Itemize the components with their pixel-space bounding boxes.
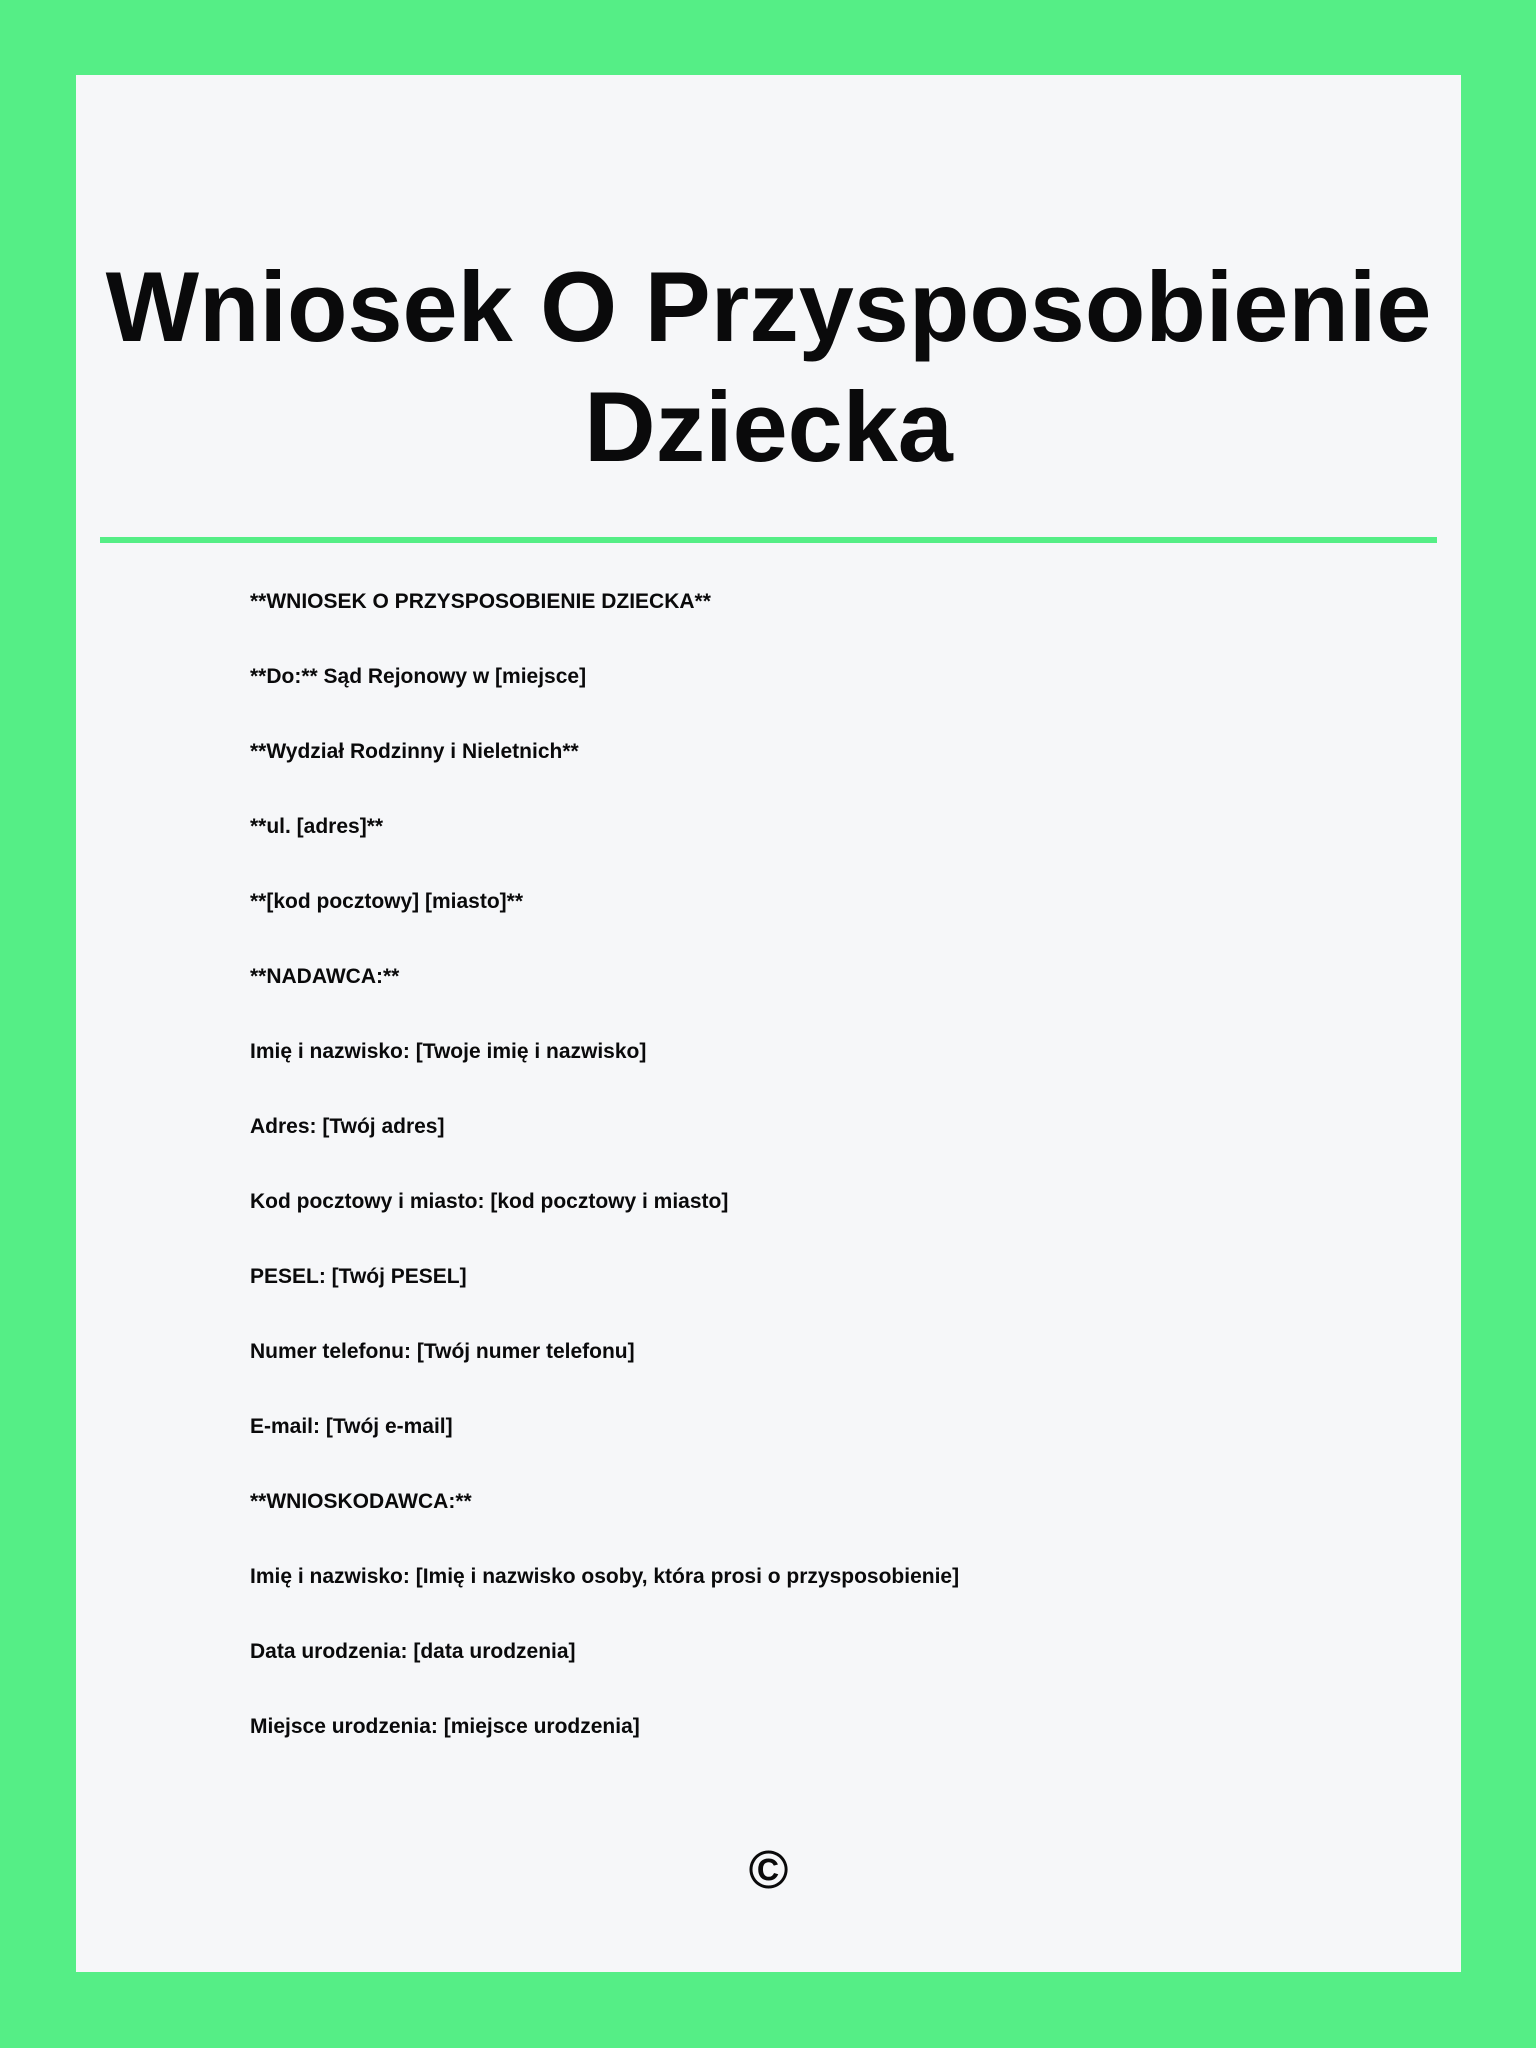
title-divider — [100, 537, 1437, 543]
document-title: Wniosek O Przysposobienie Dziecka — [105, 251, 1432, 482]
document-line: **[kod pocztowy] [miasto]** — [250, 890, 524, 913]
document-line: Imię i nazwisko: [Imię i nazwisko osoby, która prosi o przysposobienie] — [250, 1565, 960, 1588]
document-body — [250, 589, 1437, 1739]
document-line: **Wydział Rodzinny i Nieletnich** — [250, 740, 579, 763]
document-section-header: **WNIOSKODAWCA:** — [250, 1490, 472, 1513]
document-line: **ul. [adres]** — [250, 815, 384, 838]
document-line: Adres: [Twój adres] — [250, 1115, 445, 1138]
document-page — [76, 75, 1461, 1972]
document-line: **Do:** Sąd Rejonowy w [miejsce] — [250, 665, 587, 688]
document-line: Data urodzenia: [data urodzenia] — [250, 1640, 576, 1663]
copyright-icon: © — [748, 1840, 789, 1900]
document-line: Miejsce urodzenia: [miejsce urodzenia] — [250, 1715, 640, 1738]
document-line: Imię i nazwisko: [Twoje imię i nazwisko] — [250, 1040, 647, 1063]
document-line: Kod pocztowy i miasto: [kod pocztowy i miasto] — [250, 1190, 729, 1213]
document-line: **WNIOSEK O PRZYSPOSOBIENIE DZIECKA** — [250, 590, 711, 613]
document-line: Numer telefonu: [Twój numer telefonu] — [250, 1340, 635, 1363]
document-line: PESEL: [Twój PESEL] — [250, 1265, 467, 1288]
document-line: E-mail: [Twój e-mail] — [250, 1415, 453, 1438]
document-section-header: **NADAWCA:** — [250, 965, 400, 988]
